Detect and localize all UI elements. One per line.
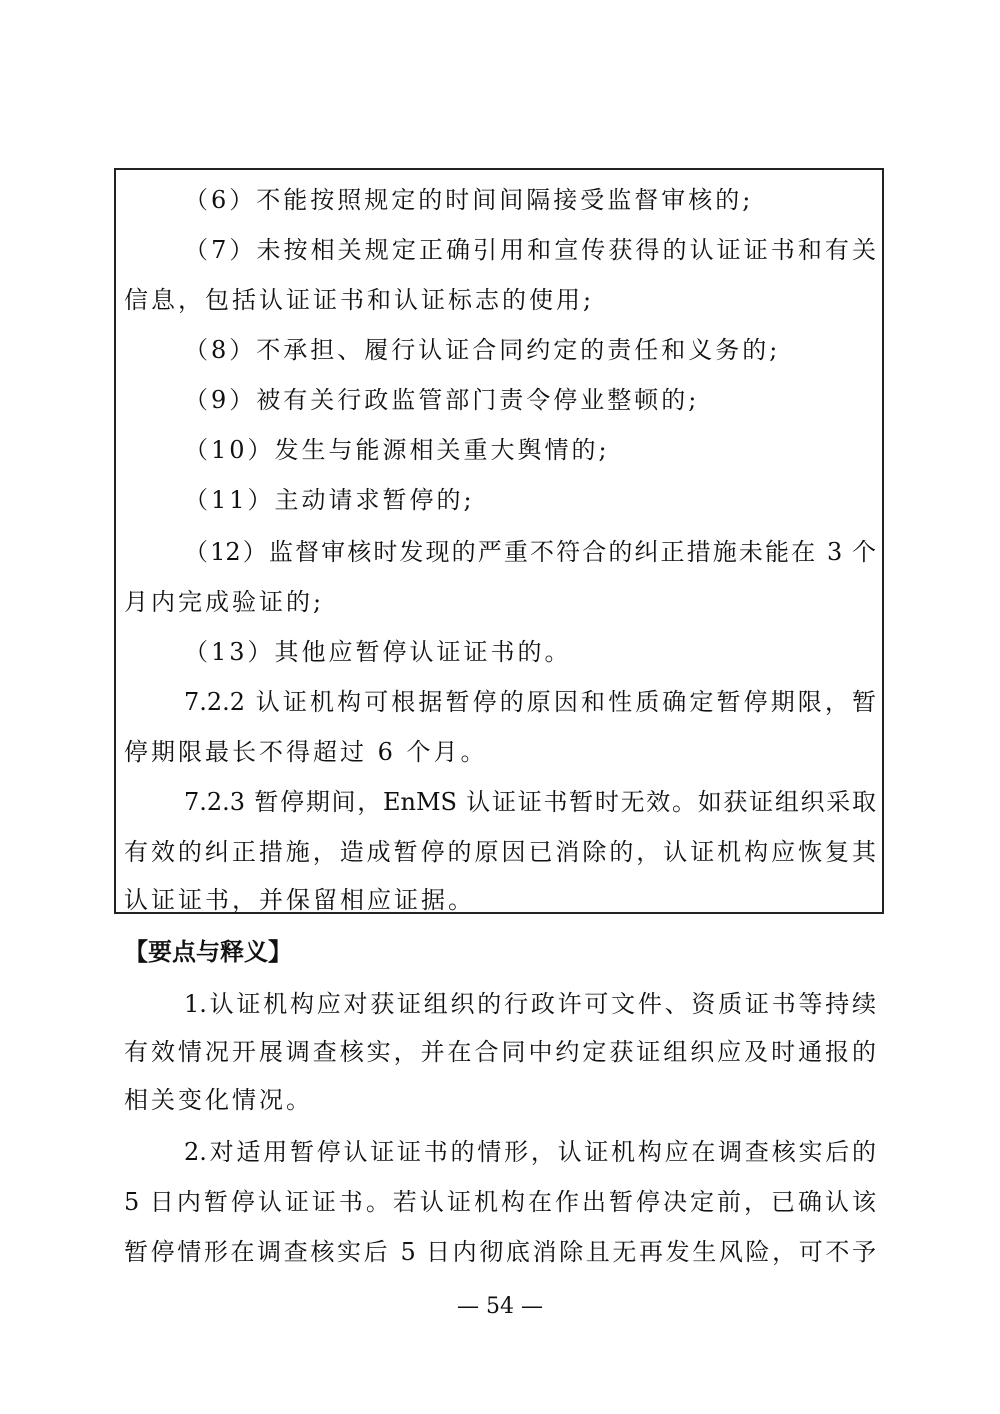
body-line: 暂停情形在调查核实后 5 日内彻底消除且无再发生风险，可不予 xyxy=(124,1238,876,1266)
body-line: 有效情况开展调查核实，并在合同中约定获证组织应及时通报的 xyxy=(124,1038,876,1066)
clause-line: 有效的纠正措施，造成暂停的原因已消除的，认证机构应恢复其 xyxy=(124,838,876,866)
clause-line: （6）不能按照规定的时间间隔接受监督审核的; xyxy=(184,186,754,214)
clause-line: （12）监督审核时发现的严重不符合的纠正措施未能在 3 个 xyxy=(184,538,876,566)
body-line: 5 日内暂停认证证书。若认证机构在作出暂停决定前，已确认该 xyxy=(124,1188,876,1216)
clause-line: 认证证书，并保留相应证据。 xyxy=(124,886,475,914)
clause-line: 7.2.2 认证机构可根据暂停的原因和性质确定暂停期限，暂 xyxy=(184,688,876,716)
body-line: 2.对适用暂停认证证书的情形，认证机构应在调查核实后的 xyxy=(184,1138,876,1166)
page-number: — 54 — xyxy=(457,1294,543,1319)
body-line: 1.认证机构应对获证组织的行政许可文件、资质证书等持续 xyxy=(184,990,876,1018)
clause-line: （9）被有关行政监管部门责令停业整顿的; xyxy=(184,386,700,414)
clause-line: （13）其他应暂停认证证书的。 xyxy=(184,638,572,666)
clause-line: 7.2.3 暂停期间，EnMS 认证证书暂时无效。如获证组织采取 xyxy=(184,788,876,816)
clause-line: （7）未按相关规定正确引用和宣传获得的认证证书和有关 xyxy=(184,236,876,264)
clause-line: （8）不承担、履行认证合同约定的责任和义务的; xyxy=(184,336,781,364)
clause-line: （10）发生与能源相关重大舆情的; xyxy=(184,436,610,464)
clause-line: 月内完成验证的; xyxy=(124,588,325,616)
clause-line: （11）主动请求暂停的; xyxy=(184,486,475,514)
section-heading: 【要点与释义】 xyxy=(124,938,292,966)
body-line: 相关变化情况。 xyxy=(124,1086,313,1114)
clause-line: 停期限最长不得超过 6 个月。 xyxy=(124,738,488,766)
clause-line: 信息，包括认证证书和认证标志的使用; xyxy=(124,286,595,314)
